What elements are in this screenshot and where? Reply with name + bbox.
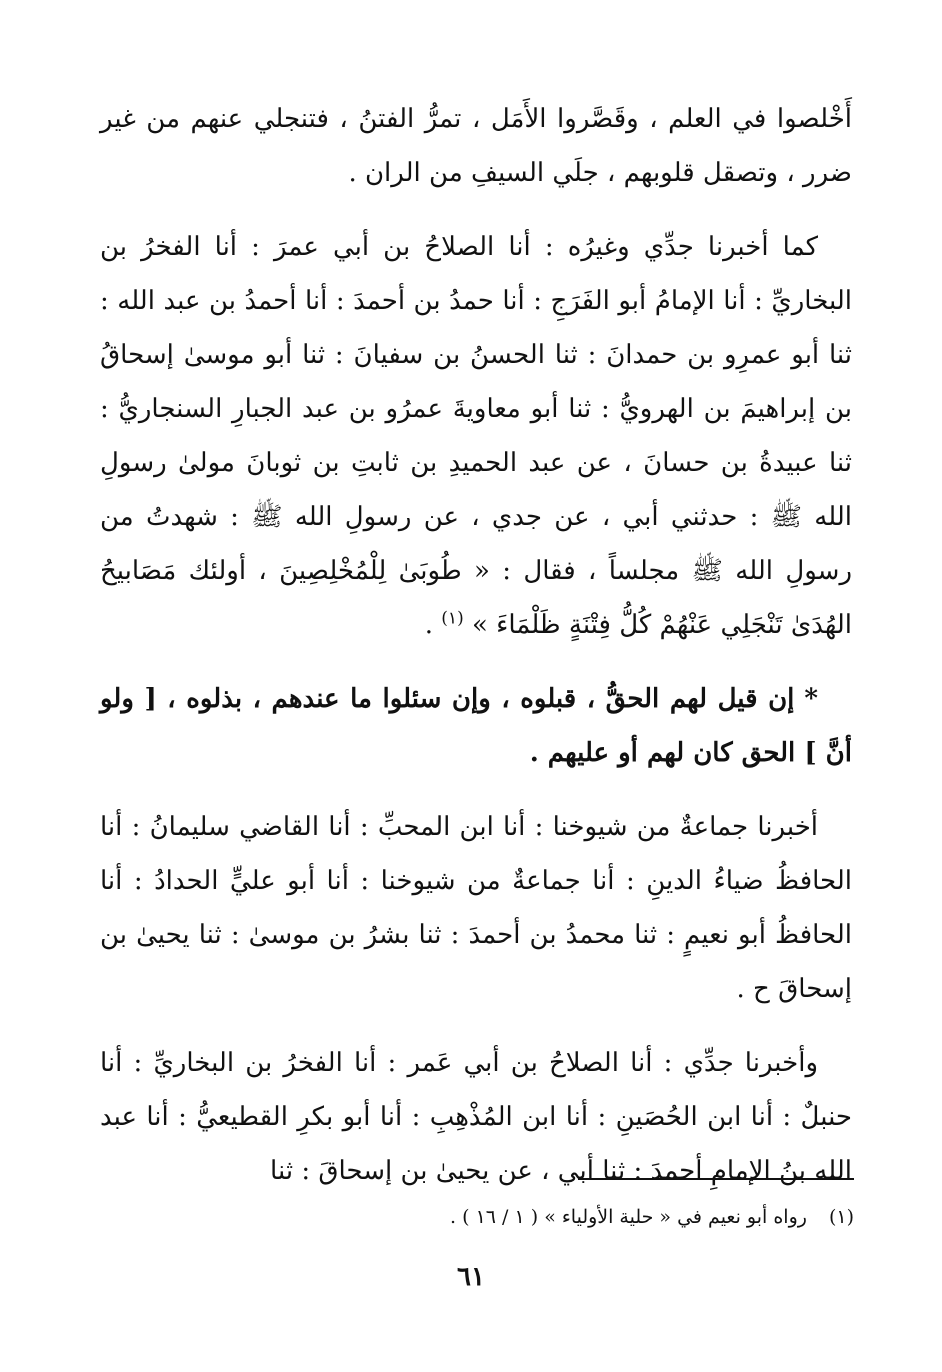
bold-heading-paragraph xyxy=(100,672,852,780)
page-number: ٦١ xyxy=(457,1262,485,1292)
asterisk-marker: * xyxy=(804,684,818,714)
footnote-divider xyxy=(578,1178,854,1180)
bold-heading-text: إن قيل لهم الحقُّ ، قبلوه ، وإن سئلوا ما عندهم ، بذلوه ، [ ولو أنَّ ] الحق كان لهم أو عليهم . xyxy=(100,684,852,768)
paragraph-5: وأخبرنا جدِّي : أنا الصلاحُ بن أبي عَمر : أنا الفخرُ بن البخاريِّ : أنا حنبلٌ : أنا ابن الحُصَينِ : أنا ابن المُذْهِبِ : أنا أبو بكرِ القطيعيُّ : أنا عبد الله بنُ الإمامِ أحمدَ : ثنا أبي ، عن يحيىٰ بن إسحاقَ : ثنا xyxy=(100,1048,852,1186)
paragraph-1: أَخْلصوا في العلم ، وقَصَّروا الأَمَل ، تمرُّ الفتنُ ، فتنجلي عنهم من غير ضرر ، وتصقل قلوبهم ، جلَي السيفِ من الران . xyxy=(100,104,852,188)
paragraph-2 xyxy=(100,220,852,652)
footnote-reference: (١) xyxy=(441,608,464,629)
paragraph-2-tail: . xyxy=(424,610,442,640)
footnote-number: (١) xyxy=(828,1206,854,1228)
paragraph-2-text: كما أخبرنا جدِّي وغيرُه : أنا الصلاحُ بن أبي عمرَ : أنا الفخرُ بن البخاريِّ : أنا الإمامُ أبو الفَرَجِ : أنا حمدُ بن أحمدَ : أنا أحمدُ بن عبد الله : ثنا أبو عمرِو بن حمدانَ : ثنا الحسنُ بن سفيانَ : ثنا أبو موسىٰ إسحاقُ بن إبراهيمَ بن الهرويُّ : ثنا أبو معاويةَ عمرُو بن عبد الجبارِ السنجاريُّ : ثنا عبيدةُ بن حسانَ ، عن عبد الحميدِ بن ثابتِ بن ثوبانَ مولىٰ رسولِ الله ﷺ : حدثني أبي ، عن جدي ، عن رسولِ الله ﷺ : شهدتُ من رسولِ الله ﷺ مجلساً ، فقال : « طُوبَىٰ لِلْمُخْلِصِينَ ، أولئك مَصَابيحُ الهُدَىٰ تَنْجَلِي عَنْهُمْ كُلُّ فِتْنَةٍ ظَلْمَاءَ » xyxy=(100,232,852,640)
main-text xyxy=(100,92,852,1218)
footnote-text: رواه أبو نعيم في « حلية الأولياء » ( ١ / ١٦ ) . xyxy=(450,1206,807,1228)
paragraph-4: أخبرنا جماعةٌ من شيوخنا : أنا ابن المحبِّ : أنا القاضي سليمانُ : أنا الحافظُ ضياءُ الدينِ : أنا جماعةٌ من شيوخنا : أنا أبو عليٍّ الحدادُ : أنا الحافظُ أبو نعيمٍ : ثنا محمدُ بن أحمدَ : ثنا بشرُ بن موسىٰ : ثنا يحيىٰ بن إسحاقَ ح . xyxy=(100,812,852,1004)
footnote xyxy=(380,1200,854,1234)
